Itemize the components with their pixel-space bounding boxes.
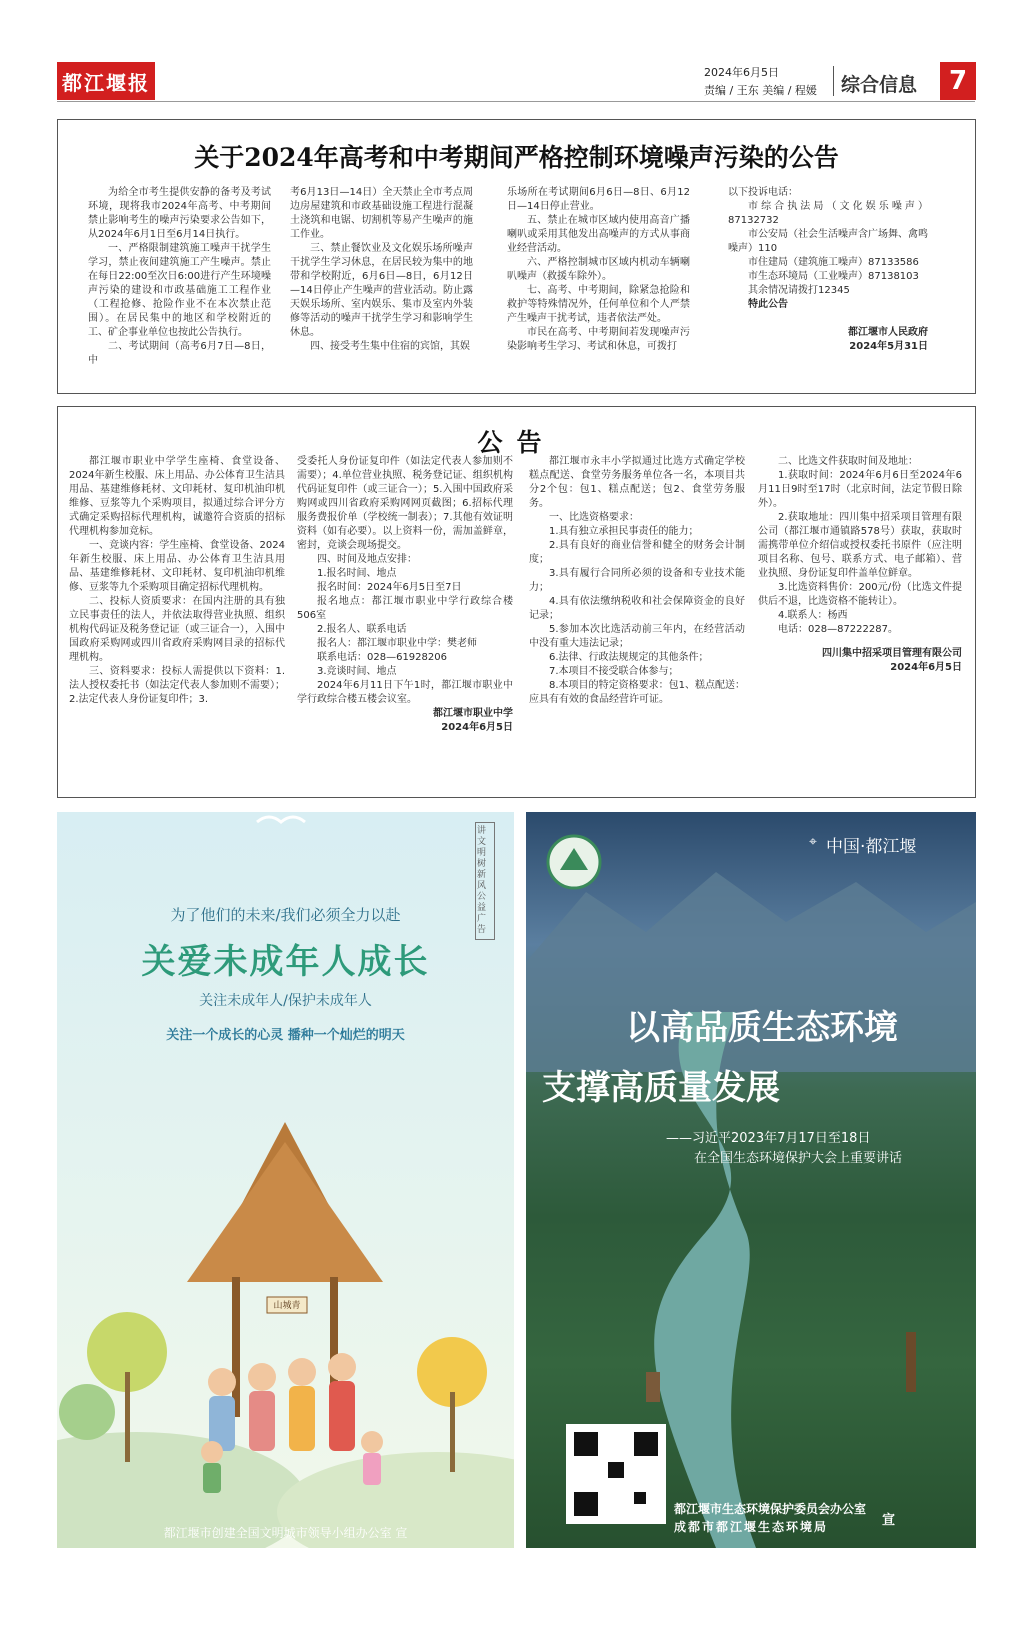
header-rule bbox=[57, 101, 975, 102]
ad-motto: 关注一个成长的心灵 播种一个灿烂的明天 bbox=[166, 1028, 405, 1043]
ad-landscape-art bbox=[526, 812, 976, 1548]
gate-sign: 山城青 bbox=[273, 1301, 301, 1311]
notice-column-4 bbox=[728, 186, 928, 354]
paragraph: 二、比选文件获取时间及地址： bbox=[778, 456, 918, 467]
ad-sponsor-2: 成都市都江堰生态环境局 bbox=[674, 1520, 829, 1534]
signature: 都江堰市职业中学 bbox=[433, 708, 513, 719]
notice-column-3 bbox=[529, 455, 745, 707]
paragraph: 6.法律、行政法规规定的其他条件； bbox=[549, 652, 709, 663]
paragraph: 报名时间：2024年6月5日至7日 bbox=[317, 582, 462, 593]
newspaper-logo: 都江堰报 bbox=[57, 62, 155, 100]
paragraph: 7.本项目不接受联合体参与； bbox=[549, 666, 679, 677]
paragraph: 2.获取地址：四川集中招采项目管理有限公司（都江堰市通镇路578号）获取，获取时需携带单位介绍信或授权委托书原件（应注明项目名称、包号、联系方式、电子邮箱）、营业执照、身份证复印件盖单位鲜章。 bbox=[758, 512, 962, 579]
ad-location: 中国·都江堰 bbox=[826, 837, 917, 857]
paragraph: 五、禁止在城市区域内使用高音广播喇叭或采用其他发出高噪声的方式从事商业经营活动。 bbox=[507, 215, 690, 254]
paragraph: 以下投诉电话： bbox=[728, 187, 798, 198]
paragraph: 三、禁止餐饮业及文化娱乐场所噪声干扰学生学习休息，在居民较为集中的地带和学校附近，6月6日—8日，6月12日—14日停止产生噪声的营业活动。防止露天娱乐场所、室内娱乐、集市及室内外装修等活动的噪声干扰学生学习和影响学生休息。 bbox=[290, 243, 473, 338]
paragraph: 一、严格限制建筑施工噪声干扰学生学习，禁止夜间建筑施工产生噪声。禁止在每日22:00至次日6:00进行产生环境噪声污染的建设和市政基础施工工程作业（工程抢修、抢险作业不在本次禁止范围）。在居民集中的地区和学校附近的工、矿企事业单位也按此公告执行。 bbox=[88, 243, 271, 338]
signature-date: 2024年5月31日 bbox=[849, 341, 928, 352]
paragraph: 2.具有良好的商业信誉和健全的财务会计制度； bbox=[529, 540, 745, 565]
paragraph: 都江堰市永丰小学拟通过比选方式确定学校糕点配送、食堂劳务服务单位各一名，本项目共分2个包：包1、糕点配送；包2、食堂劳务服务。 bbox=[529, 456, 745, 509]
ad-footer: 都江堰市创建全国文明城市领导小组办公室 宣 bbox=[163, 1526, 408, 1540]
ad-subline: 关注未成年人/保护未成年人 bbox=[199, 993, 372, 1009]
notice-column-2 bbox=[297, 455, 513, 735]
hotline: 市公安局（社会生活噪声含广场舞、禽鸣噪声）110 bbox=[728, 229, 928, 254]
ad-tag: 讲文明树新风 公益广告 bbox=[475, 822, 495, 940]
paragraph: 3.竞谈时间、地点 bbox=[317, 666, 397, 677]
paragraph: 市民在高考、中考期间若发现噪声污染影响考生学习、考试和休息，可拨打 bbox=[507, 327, 690, 352]
notice-column-2 bbox=[290, 186, 473, 354]
paragraph: 4.联系人：杨西 bbox=[778, 610, 848, 621]
notice-column-1 bbox=[69, 455, 285, 707]
signature-date: 2024年6月5日 bbox=[441, 722, 513, 733]
location-pin-icon: ⌖ bbox=[809, 834, 817, 850]
paragraph: 1.具有独立承担民事责任的能力； bbox=[549, 526, 699, 537]
signature: 四川集中招采项目管理有限公司 bbox=[822, 648, 962, 659]
paragraph: 联系电话：028—61928206 bbox=[317, 652, 447, 663]
paragraph: 5.参加本次比选活动前三年内，在经营活动中没有重大违法记录； bbox=[529, 624, 745, 649]
paragraph: 1.获取时间：2024年6月6日至2024年6月11日9时至17时（北京时间，法定节假日除外）。 bbox=[758, 470, 962, 509]
noise-control-notice bbox=[57, 119, 976, 394]
paragraph: 七、高考、中考期间，除紧急抢险和救护等特殊情况外，任何单位和个人严禁产生噪声干扰考试，违者依法严处。 bbox=[507, 285, 690, 324]
header-divider bbox=[833, 66, 834, 96]
procurement-notice bbox=[57, 406, 976, 798]
hotline: 市住建局（建筑施工噪声）87133586 bbox=[748, 257, 919, 268]
section-title: 综合信息 bbox=[841, 74, 918, 96]
ad-sponsor-1: 都江堰市生态环境保护委员会办公室 bbox=[674, 1502, 867, 1516]
paragraph: 都江堰市职业中学学生座椅、食堂设备、2024年新生校服、床上用品、办公体育卫生洁具用品、基建维修耗材、文印耗材、复印机油印机维修、豆浆等九个采购项目，拟通过综合评分方式确定采购招标代理机构，诚邀符合资质的招标代理机构参加竞标。 bbox=[69, 456, 285, 537]
notice-column-4 bbox=[758, 455, 962, 675]
hotline: 市生态环境局（工业噪声）87138103 bbox=[748, 271, 919, 282]
paragraph: 2024年6月11日下午1时，都江堰市职业中学行政综合楼五楼会议室。 bbox=[297, 680, 513, 705]
notice-title: 关于2024年高考和中考期间严格控制环境噪声污染的公告 bbox=[194, 143, 839, 172]
paragraph: 乐场所在考试期间6月6日—8日、6月12日—14日停止营业。 bbox=[507, 187, 690, 212]
ad-headline: 关爱未成年人成长 bbox=[141, 942, 430, 982]
paragraph: 二、投标人资质要求：在国内注册的具有独立民事责任的法人，并依法取得营业执照、组织机构代码证及税务登记证（或三证合一），入围中国政府采购网或四川省政府采购网目录的招标代理机构。 bbox=[69, 596, 285, 663]
signature: 都江堰市人民政府 bbox=[848, 327, 928, 338]
paragraph: 受委托人身份证复印件（如法定代表人参加则不需要）；4.单位营业执照、税务登记证、组织机构代码证复印件（或三证合一）；5.入围中国政府采购网或四川省政府采购网网页截图；6.招标代理服务费报价单（学校统一制表）；7.其他有效证明资料（如有必要）。以上资料一份，需加盖鲜章，密封，竞谈会现场提交。 bbox=[297, 456, 513, 551]
minor-protection-ad bbox=[57, 812, 514, 1548]
paragraph: 报名人：都江堰市职业中学：樊老师 bbox=[317, 638, 477, 649]
notice-title: 公告 bbox=[477, 428, 556, 457]
signature-date: 2024年6月5日 bbox=[890, 662, 962, 673]
notice-column-1 bbox=[88, 186, 271, 368]
paragraph: 2.报名人、联系电话 bbox=[317, 624, 407, 635]
paragraph: 一、竞谈内容：学生座椅、食堂设备、2024年新生校服、床上用品、办公体育卫生洁具用品、基建维修耗材、文印耗材、复印机油印机维修、豆浆等九个采购项目确定招标代理机构。 bbox=[69, 540, 285, 593]
ad-quote-1: ——习近平2023年7月17日至18日 bbox=[666, 1131, 871, 1146]
paragraph: 3.具有履行合同所必须的设备和专业技术能力； bbox=[529, 568, 745, 593]
hotline: 市综合执法局（文化娱乐噪声）87132732 bbox=[728, 201, 928, 226]
paragraph: 4.具有依法缴纳税收和社会保障资金的良好记录； bbox=[529, 596, 745, 621]
ad-xuan: 宣 bbox=[882, 1513, 896, 1528]
paragraph: 六、严格控制城市区域内机动车辆喇叭噪声（救援车除外）。 bbox=[507, 257, 690, 282]
paragraph: 1.报名时间、地点 bbox=[317, 568, 397, 579]
ad-quote-2: 在全国生态环境保护大会上重要讲话 bbox=[694, 1151, 903, 1166]
paragraph: 报名地点：都江堰市职业中学行政综合楼506室 bbox=[297, 596, 513, 621]
ad-line-1: 以高品质生态环境 bbox=[626, 1008, 898, 1048]
page-number: 7 bbox=[940, 62, 976, 100]
hotline: 其余情况请拨打12345 bbox=[748, 285, 850, 296]
issue-date: 2024年6月5日 bbox=[704, 66, 779, 79]
paragraph: 电话：028—87222287。 bbox=[778, 624, 898, 635]
editor-credits: 责编 / 王东 美编 / 程媛 bbox=[704, 84, 817, 97]
paragraph: 三、资料要求：投标人需提供以下资料：1.法人授权委托书（如法定代表人参加则不需要）；2.法定代表人身份证复印件；3. bbox=[69, 666, 285, 705]
paragraph: 一、比选资格要求： bbox=[549, 512, 639, 523]
paragraph: 8.本项目的特定资格要求：包1、糕点配送：应具有有效的食品经营许可证。 bbox=[529, 680, 745, 705]
paragraph: 四、接受考生集中住宿的宾馆，其娱 bbox=[310, 341, 470, 352]
ecology-ad bbox=[526, 812, 976, 1548]
paragraph: 二、考试期间（高考6月7日—8日，中 bbox=[88, 341, 271, 366]
paragraph: 为给全市考生提供安静的备考及考试环境，现将我市2024年高考、中考期间禁止影响考生的噪声污染要求公告如下，从2024年6月1日至6月14日执行。 bbox=[88, 187, 271, 240]
paragraph: 3.比选资料售价：200元/份（比选文件提供后不退，比选资格不能转让）。 bbox=[758, 582, 962, 607]
paragraph: 四、时间及地点安排： bbox=[317, 554, 417, 565]
ad-line-2: 支撑高质量发展 bbox=[542, 1068, 780, 1108]
notice-column-3 bbox=[507, 186, 690, 354]
closing: 特此公告 bbox=[748, 299, 788, 310]
paragraph: 考6月13日—14日）全天禁止全市考点周边房屋建筑和市政基础设施工程进行混凝土浇筑和电锯、切割机等易产生噪声的施工作业。 bbox=[290, 187, 473, 240]
ad-slogan-top: 为了他们的未来/我们必须全力以赴 bbox=[170, 906, 401, 924]
